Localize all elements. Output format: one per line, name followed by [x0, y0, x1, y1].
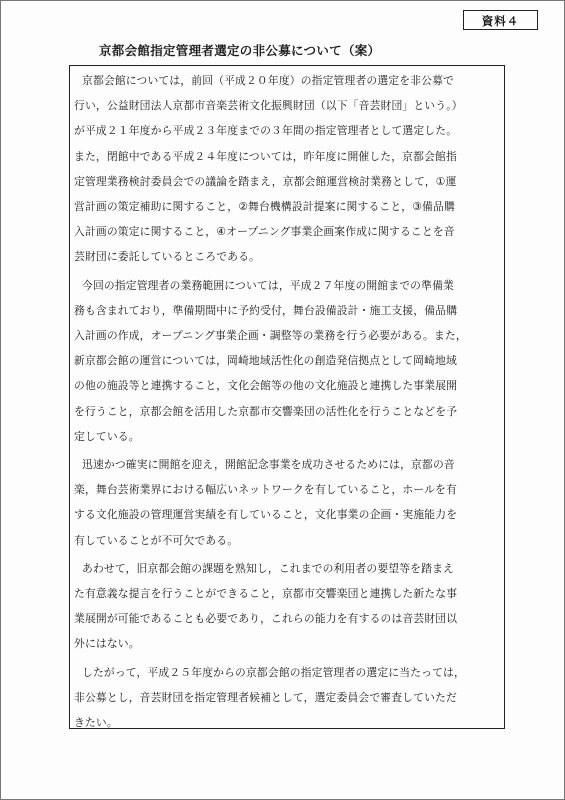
body-line: が平成２１年度から平成２３年度までの３年間の指定管理者として選定した。: [74, 124, 458, 138]
document-title: 京都会館指定管理者選定の非公募について（案）: [99, 43, 381, 58]
paragraph-first-line: 京都会館については，前回（平成２０年度）の指定管理者の選定を非公募で: [82, 74, 454, 87]
body-line: 新京都会館の運営については，岡崎地域活性化の創造発信拠点として岡崎地域: [74, 354, 457, 368]
body-line: 芸財団に委託しているところである。: [74, 250, 260, 264]
body-line: 入計画の策定に関すること，④オープニング事業企画案作成に関することを音: [74, 225, 455, 239]
body-line: を行うこと，京都会館を活用した京都市交響楽団の活性化を行うことなどを予: [74, 404, 458, 418]
document-label-badge: 資料４: [463, 10, 538, 30]
body-line: 楽，舞台芸術業界における幅広いネットワークを有していること，ホールを有: [74, 483, 457, 497]
paragraph-first-line: 迅速かつ確実に開館を迎え，開館記念事業を成功させるためには，京都の音: [82, 458, 455, 471]
body-line: する文化施設の管理運営実績を有していること，文化事業の企画・実施能力を: [74, 508, 458, 522]
body-line: の他の施設等と連携すること，文化会館等の他の文化施設と連携した事業展開: [74, 379, 458, 393]
body-line: 行い，公益財団法人京都市音楽芸術文化振興財団（以下「音芸財団」という。）: [74, 99, 463, 113]
body-line: 務も含まれており，準備期間中に予約受付，舞台設備設計・施工支援，備品購: [74, 303, 458, 317]
body-line: 非公募とし，音芸財団を指定管理者候補として，選定委員会で審査していただ: [74, 690, 457, 704]
body-line: 入計画の作成，オープニング事業企画・調整等の業務を行う必要がある。また，: [74, 329, 467, 342]
body-line: 外にはない。: [74, 637, 140, 651]
body-line: きたい。: [74, 716, 118, 729]
paragraph-first-line: あわせて，旧京都会館の課題を熟知し，これまでの利用者の要望等を踏まえ: [82, 561, 454, 575]
content-box: [69, 65, 505, 729]
paragraph-first-line: したがって，平成２５年度からの京都会館の指定管理者の選定に当たっては，: [82, 665, 465, 679]
body-line: また，閉館中である平成２４年度については，昨年度に開催した，京都会館指: [74, 149, 457, 163]
body-line: 業展開が可能であることも必要であり，これらの能力を有するのは音芸財団以: [74, 612, 458, 626]
body-line: 定管理業務検討委員会での議論を踏まえ，京都会館運営検討業務として，①運: [74, 174, 457, 188]
body-line: 営計画の策定補助に関すること，②舞台機構設計提案に関すること，③備品購: [74, 200, 455, 213]
body-line: た有意義な提言を行うことができること，京都市交響楽団と連携した新たな事: [74, 587, 458, 600]
body-line: 有していることが不可欠である。: [74, 533, 239, 547]
paragraph-first-line: 今回の指定管理者の業務範囲については，平成２７年度の開館までの準備業: [82, 278, 454, 292]
body-line: 定している。: [74, 429, 140, 443]
